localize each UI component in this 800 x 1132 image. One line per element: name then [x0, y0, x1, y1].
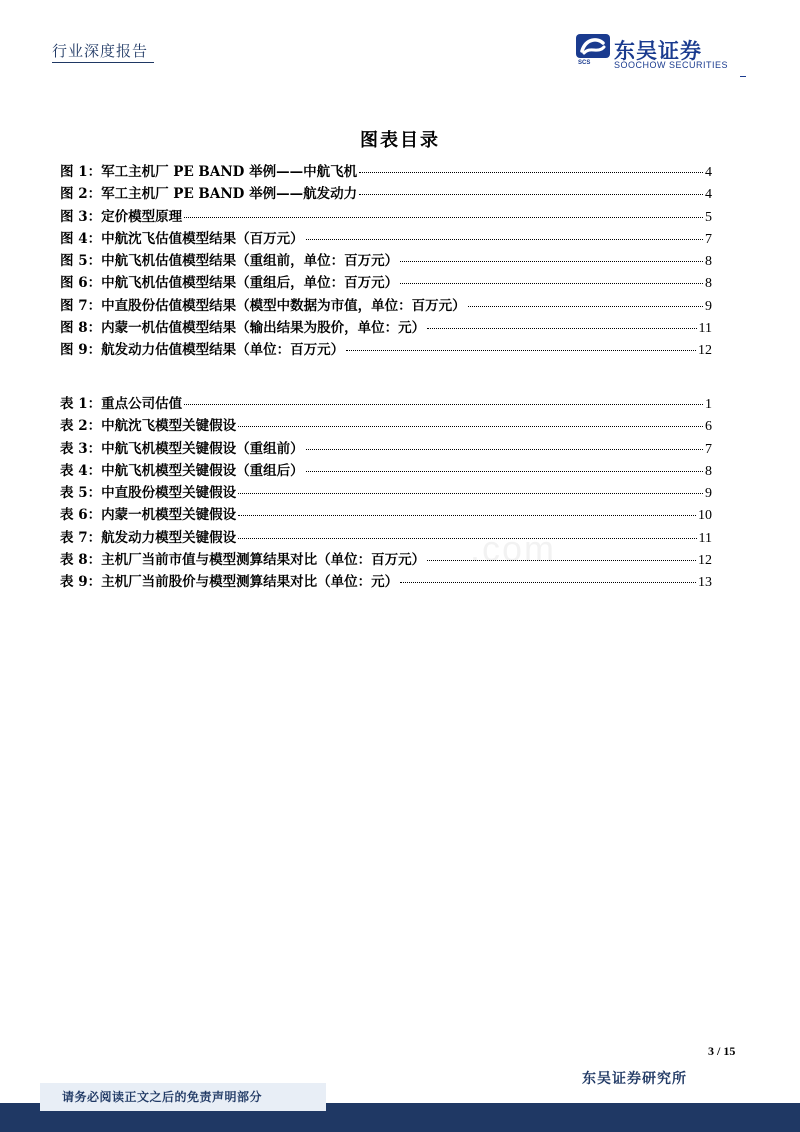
- table-entry-page: 1: [705, 397, 712, 412]
- dot-leader: [400, 568, 696, 583]
- figure-entry-label: 图 3：定价模型原理: [60, 208, 183, 225]
- figure-entry-page: 9: [705, 298, 712, 314]
- figure-entry-label: 图 6：中航飞机估值模型结果（重组后，单位：百万元）: [60, 275, 399, 292]
- table-toc-entry[interactable]: [60, 459, 712, 481]
- table-entry-label: 表 6：内蒙一机模型关键假设: [60, 507, 237, 524]
- footer-institution: 东吴证券研究所: [582, 1071, 687, 1087]
- figure-toc-entry[interactable]: [60, 227, 712, 249]
- figure-list: [60, 160, 712, 361]
- table-toc-entry[interactable]: [60, 503, 712, 525]
- logo-english-name: SOOCHOW SECURITIES: [614, 60, 729, 70]
- dot-leader: [306, 225, 703, 240]
- figure-entry-page: 7: [705, 231, 712, 247]
- table-entry-label: 表 1：重点公司估值: [60, 396, 183, 412]
- page-number: 3 / 15: [708, 1044, 736, 1058]
- table-entry-page: 12: [698, 553, 712, 569]
- dot-leader: [306, 457, 703, 472]
- figure-toc-entry[interactable]: [60, 249, 712, 271]
- figure-toc-entry[interactable]: [60, 160, 712, 182]
- figure-entry-page: 8: [705, 254, 712, 270]
- dot-leader: [238, 501, 696, 516]
- dot-leader: [400, 269, 703, 284]
- figure-toc-entry[interactable]: [60, 205, 712, 227]
- figure-entry-label: 图 1：军工主机厂 PE BAND 举例——中航飞机: [60, 164, 358, 180]
- figure-entry-page: 12: [698, 343, 712, 359]
- figure-entry-page: 8: [705, 276, 712, 292]
- table-entry-label: 表 8：主机厂当前市值与模型测算结果对比（单位：百万元）: [60, 552, 426, 569]
- table-entry-label: 表 7：航发动力模型关键假设: [60, 529, 237, 546]
- figure-toc-entry[interactable]: [60, 316, 712, 338]
- table-entry-page: 10: [698, 508, 712, 524]
- footer-disclaimer: 请务必阅读正文之后的免责声明部分: [40, 1083, 326, 1111]
- figure-entry-page: 11: [698, 321, 712, 337]
- figure-entry-label: 图 8：内蒙一机估值模型结果（输出结果为股价，单位：元）: [60, 320, 426, 337]
- table-entry-label: 表 2：中航沈飞模型关键假设: [60, 418, 237, 435]
- figure-toc-entry[interactable]: [60, 294, 712, 316]
- table-toc-entry[interactable]: [60, 548, 712, 570]
- figure-entry-label: 图 7：中直股份估值模型结果（模型中数据为市值，单位：百万元）: [60, 297, 466, 314]
- table-list: [60, 392, 712, 593]
- table-toc-entry[interactable]: [60, 437, 712, 459]
- watermark: .com: [470, 528, 557, 569]
- table-entry-label: 表 3：中航飞机模型关键假设（重组前）: [60, 440, 304, 457]
- dot-leader: [427, 314, 696, 329]
- dot-leader: [184, 390, 703, 405]
- dot-leader: [238, 479, 703, 494]
- dot-leader: [306, 435, 703, 450]
- figure-entry-label: 图 5：中航飞机估值模型结果（重组前，单位：百万元）: [60, 253, 399, 270]
- report-type-label: 行业深度报告: [52, 42, 149, 60]
- table-entry-label: 表 4：中航飞机模型关键假设（重组后）: [60, 462, 304, 479]
- table-entry-page: 7: [705, 441, 712, 457]
- table-entry-page: 11: [698, 530, 712, 546]
- dot-leader: [468, 292, 703, 307]
- table-toc-entry[interactable]: [60, 570, 712, 592]
- figure-toc-entry[interactable]: [60, 338, 712, 360]
- dot-leader: [359, 158, 703, 173]
- table-entry-label: 表 9：主机厂当前股价与模型测算结果对比（单位：元）: [60, 574, 399, 591]
- logo-abbreviation: SCS: [578, 60, 591, 66]
- dot-leader: [184, 203, 703, 218]
- figure-toc-entry[interactable]: [60, 182, 712, 204]
- dot-leader: [238, 412, 703, 427]
- dot-leader: [400, 247, 703, 262]
- table-entry-page: 8: [705, 463, 712, 479]
- figure-entry-page: 4: [705, 165, 712, 180]
- header-underline: [52, 62, 154, 63]
- figure-entry-label: 图 4：中航沈飞估值模型结果（百万元）: [60, 230, 304, 247]
- dot-leader: [238, 524, 696, 539]
- table-entry-label: 表 5：中直股份模型关键假设: [60, 485, 237, 502]
- table-entry-page: 9: [705, 486, 712, 502]
- table-toc-entry[interactable]: [60, 414, 712, 436]
- table-toc-entry[interactable]: [60, 392, 712, 414]
- dot-leader: [346, 336, 696, 351]
- figure-toc-entry[interactable]: [60, 271, 712, 293]
- company-logo: [576, 34, 746, 74]
- table-toc-entry[interactable]: [60, 526, 712, 548]
- table-entry-page: 13: [698, 575, 712, 591]
- dot-leader: [359, 180, 703, 195]
- logo-chinese-name: 东吴证券: [614, 39, 702, 63]
- figure-entry-label: 图 9：航发动力估值模型结果（单位：百万元）: [60, 342, 345, 359]
- dot-leader: [427, 546, 696, 561]
- figure-entry-label: 图 2：军工主机厂 PE BAND 举例——航发动力: [60, 186, 358, 203]
- table-entry-page: 6: [705, 419, 712, 435]
- table-toc-entry[interactable]: [60, 481, 712, 503]
- header-right-mark: [740, 76, 746, 77]
- figure-entry-page: 4: [705, 187, 712, 203]
- toc-title: 图表目录: [360, 130, 440, 151]
- figure-entry-page: 5: [705, 209, 712, 225]
